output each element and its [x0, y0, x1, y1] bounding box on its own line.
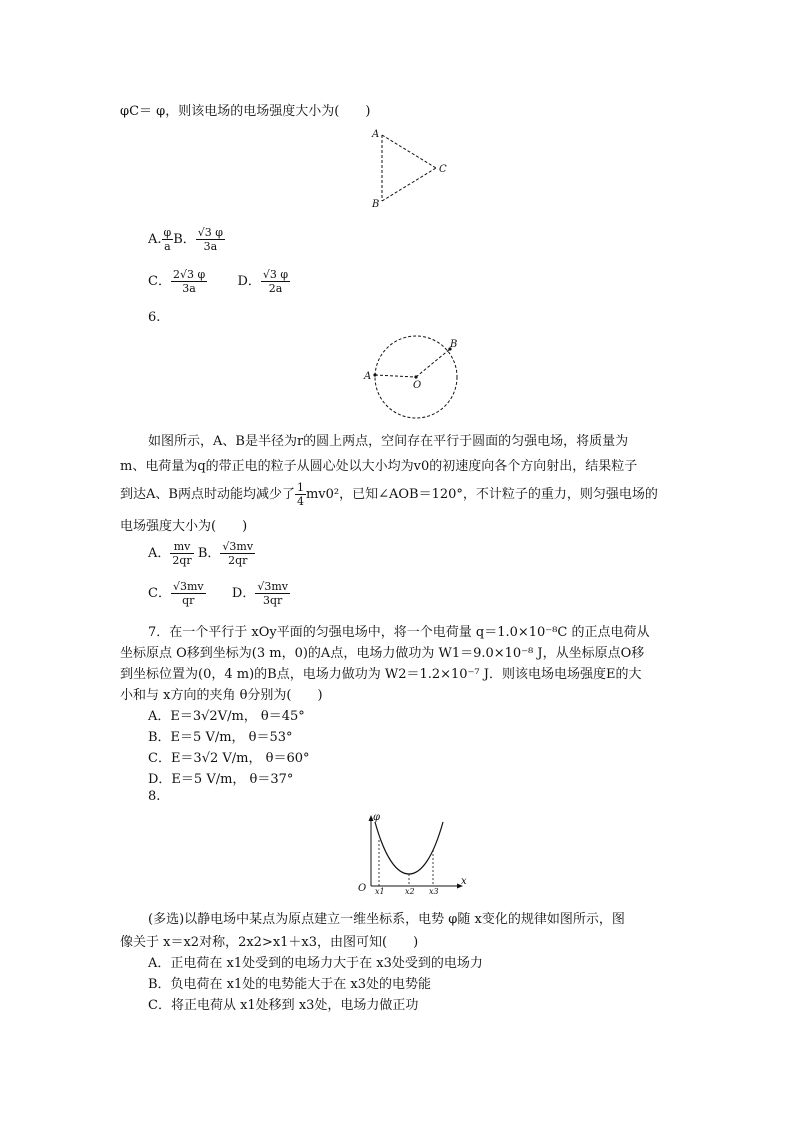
- q5-opt-b-value: $\frac{√3 \varphi}{3a}$: [197, 226, 224, 253]
- q6-line2: m、电荷量为q的带正电的粒子从圆心处以大小均为v0的初速度向各个方向射出，结果粒子: [120, 459, 638, 474]
- q6-opt-c-label: C．: [148, 586, 171, 601]
- q8-origin-label: O: [358, 883, 367, 894]
- q6-opt-b-value: $\frac{√3mv}{2qr}$: [222, 540, 254, 567]
- q6-point-o-label: O: [413, 380, 422, 391]
- q5-options-ab: [148, 226, 225, 253]
- q8-option-c: C．将正电荷从 x1处移到 x3处，电场力做正功: [148, 998, 419, 1013]
- q5-opt-d-value: $\frac{√3 \varphi}{2a}$: [262, 268, 289, 295]
- q5-triangle-figure: [370, 125, 460, 210]
- q6-opt-c-value: $\frac{√3mv}{qr}$: [172, 580, 204, 607]
- q5-options-cd: [148, 268, 290, 295]
- q8-y-axis-label: φ: [373, 812, 381, 823]
- q7-line3: 到坐标位置为(0，4 m)的B点，电场力做功为 W2＝1.2×10⁻⁷ J．则该电场电场强度E的大: [120, 667, 642, 682]
- q6-opt-d-value: $\frac{√3mv}{3qr}$: [257, 580, 288, 607]
- q5-opt-a-value: $\frac{\varphi}{a}$: [163, 226, 172, 253]
- q7-line1: 7．在一个平行于 xOy平面的匀强电场中，将一个电荷量 q＝1.0×10⁻⁸C 的正点电荷从: [148, 625, 650, 640]
- q6-number: 6.: [148, 310, 161, 325]
- q6-opt-d-label: D．: [231, 586, 256, 601]
- q6-opt-a-label: A．: [148, 546, 171, 561]
- q6-line3: 到达A、B两点时动能均减少了 $\frac{1}{4}$ mv0²，已知∠AOB＝120°，不计粒子的重力，则匀强电场的: [120, 481, 658, 508]
- q8-x-axis-label: x: [461, 876, 467, 887]
- q5-point-c-label: C: [439, 164, 447, 175]
- q8-x1-label: x1: [375, 887, 385, 896]
- q6-line4: 电场强度大小为( ): [120, 519, 248, 534]
- q7-option-b: B．E＝5 V/m， θ＝53°: [148, 730, 293, 745]
- q6-line1: 如图所示，A、B是半径为r的圆上两点，空间存在平行于圆面的匀强电场，将质量为: [148, 434, 629, 449]
- q7-option-a: A．E＝3√2V/m， θ＝45°: [148, 709, 305, 724]
- q6-circle-figure: [360, 335, 470, 420]
- q5-stem: φC＝ φ，则该电场的电场强度大小为( ): [120, 104, 371, 119]
- q8-x2-label: x2: [405, 887, 415, 896]
- q8-number: 8.: [148, 789, 161, 804]
- q6-opt-a-value: $\frac{mv}{2qr}$: [172, 540, 192, 567]
- q6-point-b-label: B: [450, 339, 458, 350]
- q7-line4: 小和与 x方向的夹角 θ分别为( ): [120, 688, 323, 703]
- q8-option-a: A．正电荷在 x1处受到的电场力大于在 x3处受到的电场力: [148, 956, 483, 971]
- q8-option-b: B．负电荷在 x1处的电势能大于在 x3处的电势能: [148, 977, 432, 992]
- q8-potential-graph: [355, 812, 470, 894]
- q7-option-c: C．E＝3√2 V/m， θ＝60°: [148, 751, 310, 766]
- q8-line2: 像关于 x＝x2对称，2x2>x1＋x3，由图可知( ): [120, 935, 419, 950]
- q6-options-cd: [148, 580, 290, 607]
- q5-opt-b-label: B．: [173, 232, 196, 247]
- q5-point-a-label: A: [372, 129, 380, 140]
- q5-point-b-label: B: [372, 199, 380, 210]
- q5-opt-a-label: A.: [148, 232, 162, 247]
- q7-option-d: D．E＝5 V/m， θ＝37°: [148, 772, 294, 787]
- q6-opt-b-label: B．: [197, 546, 221, 561]
- q5-opt-c-value: $\frac{2√3 \varphi}{3a}$: [172, 268, 206, 295]
- q8-x3-label: x3: [429, 887, 439, 896]
- q5-opt-d-label: D．: [237, 274, 261, 289]
- q7-line2: 坐标原点 O移到坐标为(3 m，0)的A点，电场力做功为 W1＝9.0×10⁻⁸ J，从坐标原点O移: [120, 646, 645, 661]
- q6-point-a-label: A: [364, 371, 372, 382]
- q5-opt-c-label: C．: [148, 274, 171, 289]
- q6-options-ab: [148, 540, 255, 567]
- q8-line1: (多选)以静电场中某点为原点建立一维坐标系，电势 φ随 x变化的规律如图所示，图: [148, 912, 625, 927]
